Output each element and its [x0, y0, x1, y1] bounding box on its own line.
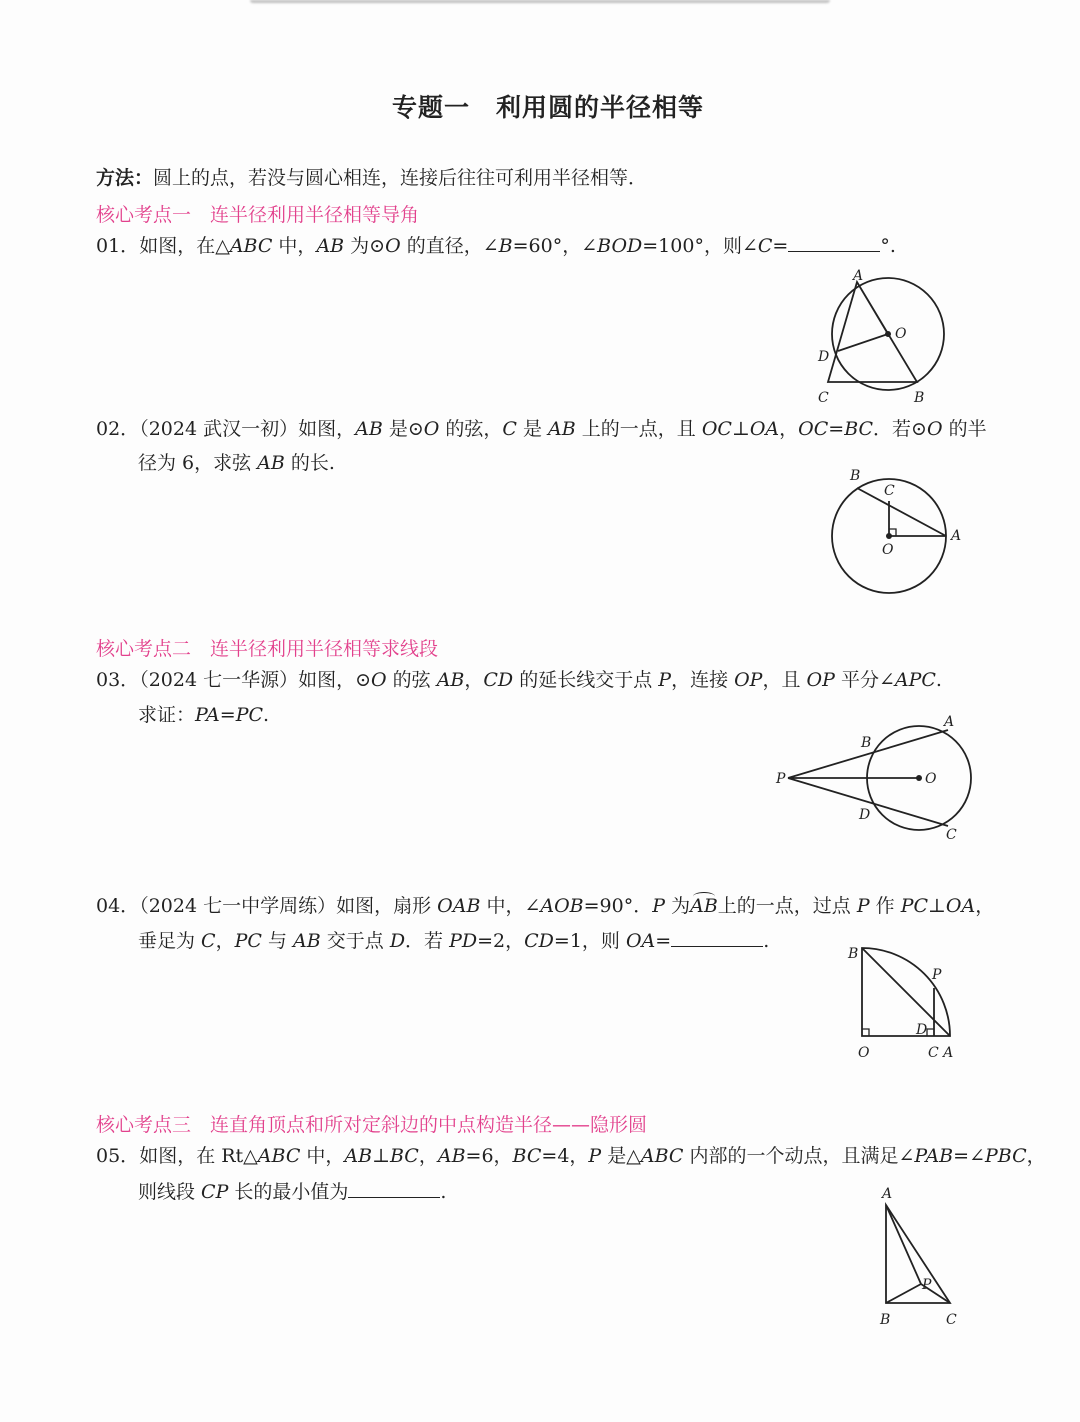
label-P: P — [932, 967, 942, 983]
question-01: 01．如图，在△ABC 中，AB 为⊙O 的直径，∠B=60°，∠BOD=100°，则∠C= °. — [96, 235, 896, 257]
label-P: P — [776, 771, 786, 787]
figure-03 — [770, 708, 970, 848]
figure-04 — [842, 940, 972, 1070]
label-O: O — [858, 1045, 870, 1061]
label-O: O — [882, 542, 894, 558]
question-05-line2: 则线段 CP 长的最小值为 . — [138, 1181, 447, 1203]
question-05-line1: 05．如图，在 Rt△ABC 中，AB⊥BC，AB=6，BC=4，P 是△ABC 内部的一个动点，且满足∠PAB=∠PBC， — [96, 1145, 1046, 1167]
figure-02 — [820, 466, 970, 606]
section-1-heading: 核心考点一 连半径利用半径相等导角 — [96, 204, 420, 226]
label-O: O — [925, 771, 937, 787]
label-C: C — [884, 483, 895, 499]
question-02-line2: 径为 6，求弦 AB 的长. — [138, 452, 335, 474]
center-point — [885, 331, 891, 337]
figure-01 — [810, 268, 960, 408]
label-O: O — [895, 326, 907, 342]
label-A: A — [882, 1186, 893, 1202]
arc-ab: AB — [690, 895, 718, 917]
triangle-abc — [886, 1205, 950, 1303]
figure-05 — [870, 1182, 980, 1332]
page-edge-shadow — [250, 0, 830, 3]
label-A: A — [944, 714, 955, 730]
label-C: C — [946, 827, 957, 843]
method-label: 方法： — [96, 167, 154, 189]
question-02-line1: 02．（2024 武汉一初）如图，AB 是⊙O 的弦，C 是 AB 上的一点，且 OC⊥OA，OC=BC．若⊙O 的半 — [96, 418, 987, 440]
section-2-heading: 核心考点二 连半径利用半径相等求线段 — [96, 638, 439, 660]
label-CA: C A — [928, 1045, 954, 1061]
answer-blank[interactable] — [671, 946, 763, 947]
label-A: A — [853, 268, 864, 284]
method-line — [96, 166, 647, 190]
label-B: B — [850, 468, 861, 484]
label-B: B — [914, 390, 925, 406]
label-B: B — [848, 946, 859, 962]
section-3-heading: 核心考点三 连直角顶点和所对定斜边的中点构造半径——隐形圆 — [96, 1114, 648, 1136]
label-B: B — [861, 735, 872, 751]
question-04-line2: 垂足为 C，PC 与 AB 交于点 D．若 PD=2，CD=1，则 OA= . — [138, 930, 770, 952]
label-A: A — [951, 528, 962, 544]
answer-blank[interactable] — [788, 251, 880, 252]
label-C: C — [818, 390, 829, 406]
center-point — [886, 533, 892, 539]
question-04-line1: 04．（2024 七一中学周练）如图，扇形 OAB 中，∠AOB=90°．P 为AB上的一点，过点 P 作 PC⊥OA， — [96, 895, 995, 917]
method-text: 圆上的点，若没与圆心相连，连接后往往可利用半径相等． — [153, 167, 648, 189]
question-03-line1: 03．（2024 七一华源）如图，⊙O 的弦 AB，CD 的延长线交于点 P，连接 OP，且 OP 平分∠APC. — [96, 669, 942, 691]
label-D: D — [916, 1022, 928, 1038]
label-C: C — [946, 1312, 957, 1328]
answer-blank[interactable] — [348, 1197, 440, 1198]
label-D: D — [818, 349, 830, 365]
chords — [857, 488, 946, 536]
label-D: D — [859, 807, 871, 823]
question-03-line2: 求证：PA=PC. — [138, 704, 270, 726]
label-B: B — [880, 1312, 891, 1328]
label-P: P — [922, 1277, 932, 1293]
chord-and-perpendicular — [862, 948, 950, 1036]
center-point — [916, 775, 922, 781]
page-title: 专题一 利用圆的半径相等 — [391, 93, 704, 122]
